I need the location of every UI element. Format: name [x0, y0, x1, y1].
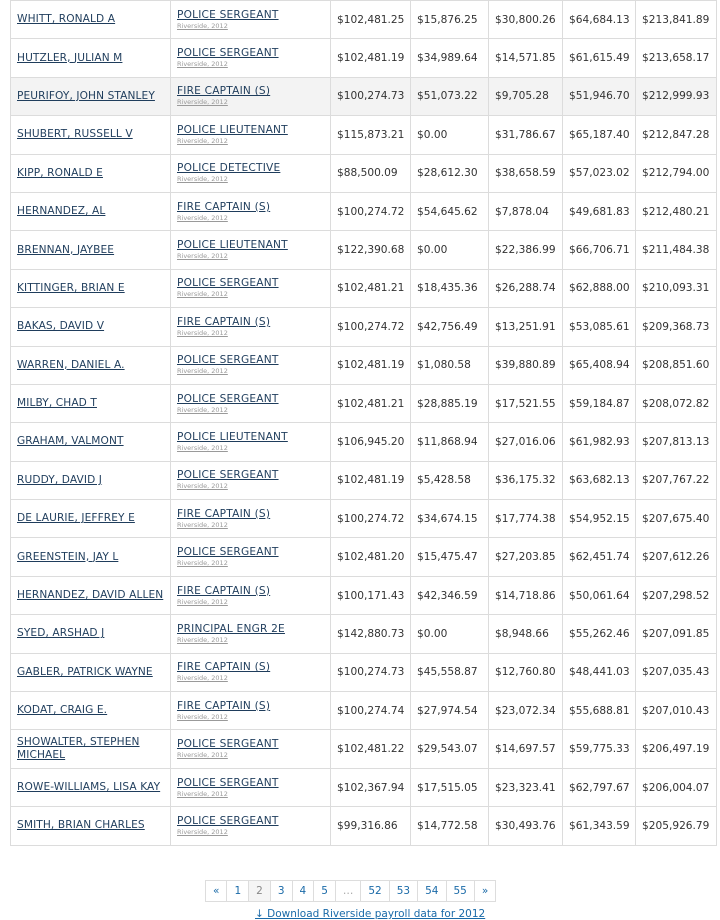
table-row — [11, 653, 717, 691]
pay-value-cell: $209,368.73 — [636, 308, 717, 346]
pay-value-cell: $100,274.73 — [331, 77, 411, 115]
pay-value-cell: $51,073.22 — [411, 77, 489, 115]
job-title-link[interactable]: FIRE CAPTAIN (S) — [177, 507, 271, 520]
pay-value-cell: $207,612.26 — [636, 538, 717, 576]
employee-name-cell — [11, 231, 171, 269]
pay-value-cell: $212,794.00 — [636, 154, 717, 192]
pagination-page-4[interactable]: 4 — [292, 880, 315, 902]
pay-value-cell: $5,428.58 — [411, 461, 489, 499]
job-title-cell — [171, 308, 331, 346]
pay-value-cell: $100,274.73 — [331, 653, 411, 691]
employee-name-link[interactable]: WHITT, RONALD A — [17, 13, 116, 26]
pay-value-cell: $34,674.15 — [411, 500, 489, 538]
pay-value-cell: $212,999.93 — [636, 77, 717, 115]
pay-value-cell: $29,543.07 — [411, 730, 489, 768]
job-title-link[interactable]: POLICE SERGEANT — [177, 546, 279, 559]
agency-year-link[interactable]: Riverside, 2012 — [177, 635, 228, 644]
agency-year-link[interactable]: Riverside, 2012 — [177, 136, 228, 145]
payroll-table — [10, 0, 717, 846]
job-title-cell — [171, 807, 331, 845]
pay-value-cell: $207,675.40 — [636, 500, 717, 538]
employee-name-cell — [11, 116, 171, 154]
agency-year-link[interactable]: Riverside, 2012 — [177, 559, 228, 568]
pay-value-cell: $99,316.86 — [331, 807, 411, 845]
employee-name-link[interactable]: GABLER, PATRICK WAYNE — [17, 665, 153, 678]
employee-name-link[interactable]: MILBY, CHAD T — [17, 397, 97, 410]
job-title-cell — [171, 576, 331, 614]
pay-value-cell: $102,481.19 — [331, 39, 411, 77]
table-row — [11, 231, 717, 269]
pay-value-cell: $212,480.21 — [636, 192, 717, 230]
pay-value-cell: $9,705.28 — [489, 77, 563, 115]
payroll-table-container — [10, 0, 716, 846]
job-title-cell — [171, 653, 331, 691]
employee-name-link[interactable]: SYED, ARSHAD J — [17, 627, 105, 640]
job-title-cell — [171, 1, 331, 39]
table-row — [11, 154, 717, 192]
pay-value-cell: $31,786.67 — [489, 116, 563, 154]
pay-value-cell: $59,775.33 — [563, 730, 636, 768]
pay-value-cell: $17,515.05 — [411, 768, 489, 806]
pay-value-cell: $17,521.55 — [489, 384, 563, 422]
pay-value-cell: $206,497.19 — [636, 730, 717, 768]
job-title-cell — [171, 384, 331, 422]
table-row — [11, 269, 717, 307]
job-title-cell — [171, 615, 331, 653]
pay-value-cell: $88,500.09 — [331, 154, 411, 192]
pay-value-cell: $27,203.85 — [489, 538, 563, 576]
job-title-link[interactable]: POLICE SERGEANT — [177, 738, 279, 751]
job-title-link[interactable]: FIRE CAPTAIN (S) — [177, 200, 271, 213]
job-title-cell — [171, 77, 331, 115]
job-title-cell — [171, 154, 331, 192]
employee-name-cell — [11, 807, 171, 845]
agency-year-link[interactable]: Riverside, 2012 — [177, 367, 228, 376]
table-row — [11, 807, 717, 845]
job-title-cell — [171, 692, 331, 730]
job-title-link[interactable]: POLICE LIEUTENANT — [177, 123, 288, 136]
pay-value-cell: $213,658.17 — [636, 39, 717, 77]
job-title-link[interactable]: POLICE SERGEANT — [177, 469, 279, 482]
pay-value-cell: $61,615.49 — [563, 39, 636, 77]
pay-value-cell: $64,684.13 — [563, 1, 636, 39]
employee-name-link[interactable]: PEURIFOY, JOHN STANLEY — [17, 89, 155, 102]
job-title-link[interactable]: POLICE SERGEANT — [177, 8, 279, 21]
pay-value-cell: $210,093.31 — [636, 269, 717, 307]
employee-name-link[interactable]: HERNANDEZ, DAVID ALLEN — [17, 589, 164, 602]
table-row — [11, 576, 717, 614]
pay-value-cell: $28,885.19 — [411, 384, 489, 422]
job-title-link[interactable]: POLICE SERGEANT — [177, 392, 279, 405]
pay-value-cell: $207,813.13 — [636, 423, 717, 461]
pay-value-cell: $51,946.70 — [563, 77, 636, 115]
employee-name-cell — [11, 692, 171, 730]
job-title-link[interactable]: PRINCIPAL ENGR 2E — [177, 622, 285, 635]
pay-value-cell: $106,945.20 — [331, 423, 411, 461]
table-row — [11, 116, 717, 154]
pay-value-cell: $62,888.00 — [563, 269, 636, 307]
agency-year-link[interactable]: Riverside, 2012 — [177, 520, 228, 529]
employee-name-cell — [11, 461, 171, 499]
pay-value-cell: $100,274.74 — [331, 692, 411, 730]
pay-value-cell: $55,262.46 — [563, 615, 636, 653]
pagination-prev-button[interactable]: « — [205, 880, 227, 902]
employee-name-cell — [11, 730, 171, 768]
pay-value-cell: $13,251.91 — [489, 308, 563, 346]
pay-value-cell: $102,481.19 — [331, 346, 411, 384]
pay-value-cell: $7,878.04 — [489, 192, 563, 230]
pay-value-cell: $207,035.43 — [636, 653, 717, 691]
pay-value-cell: $61,982.93 — [563, 423, 636, 461]
pay-value-cell: $22,386.99 — [489, 231, 563, 269]
job-title-cell — [171, 500, 331, 538]
pay-value-cell: $65,187.40 — [563, 116, 636, 154]
table-row — [11, 500, 717, 538]
pay-value-cell: $45,558.87 — [411, 653, 489, 691]
agency-year-link[interactable]: Riverside, 2012 — [177, 175, 228, 184]
job-title-link[interactable]: POLICE LIEUTENANT — [177, 239, 288, 252]
table-row — [11, 308, 717, 346]
pay-value-cell: $100,274.72 — [331, 192, 411, 230]
pay-value-cell: $102,481.22 — [331, 730, 411, 768]
table-row — [11, 346, 717, 384]
agency-year-link[interactable]: Riverside, 2012 — [177, 751, 228, 760]
job-title-link[interactable]: POLICE SERGEANT — [177, 354, 279, 367]
pagination-ellipsis: … — [335, 880, 362, 902]
pay-value-cell: $213,841.89 — [636, 1, 717, 39]
pay-value-cell: $14,697.57 — [489, 730, 563, 768]
employee-name-cell — [11, 77, 171, 115]
pay-value-cell: $11,868.94 — [411, 423, 489, 461]
employee-name-cell — [11, 768, 171, 806]
employee-name-cell — [11, 538, 171, 576]
job-title-link[interactable]: FIRE CAPTAIN (S) — [177, 584, 271, 597]
pay-value-cell: $23,072.34 — [489, 692, 563, 730]
pay-value-cell: $1,080.58 — [411, 346, 489, 384]
employee-name-link[interactable]: WARREN, DANIEL A. — [17, 358, 125, 371]
employee-name-cell — [11, 384, 171, 422]
pagination-page-1[interactable]: 1 — [226, 880, 249, 902]
job-title-link[interactable]: FIRE CAPTAIN (S) — [177, 85, 271, 98]
employee-name-link[interactable]: KITTINGER, BRIAN E — [17, 281, 125, 294]
employee-name-cell — [11, 653, 171, 691]
employee-name-link[interactable]: HERNANDEZ, AL — [17, 205, 106, 218]
employee-name-link[interactable]: HUTZLER, JULIAN M — [17, 51, 123, 64]
job-title-cell — [171, 231, 331, 269]
pay-value-cell: $142,880.73 — [331, 615, 411, 653]
table-row — [11, 39, 717, 77]
job-title-cell — [171, 39, 331, 77]
employee-name-cell — [11, 423, 171, 461]
employee-name-link[interactable]: GRAHAM, VALMONT — [17, 435, 124, 448]
employee-name-link[interactable]: KODAT, CRAIG E. — [17, 704, 108, 717]
pay-value-cell: $102,481.21 — [331, 384, 411, 422]
pay-value-cell: $61,343.59 — [563, 807, 636, 845]
pagination-page-2[interactable]: 2 — [248, 880, 271, 902]
pay-value-cell: $18,435.36 — [411, 269, 489, 307]
table-row — [11, 730, 717, 768]
pay-value-cell: $100,274.72 — [331, 308, 411, 346]
employee-name-cell — [11, 269, 171, 307]
pagination — [206, 880, 496, 902]
job-title-link[interactable]: FIRE CAPTAIN (S) — [177, 699, 271, 712]
agency-year-link[interactable]: Riverside, 2012 — [177, 252, 228, 261]
pay-value-cell: $102,481.25 — [331, 1, 411, 39]
pay-value-cell: $15,475.47 — [411, 538, 489, 576]
pay-value-cell: $14,772.58 — [411, 807, 489, 845]
table-row — [11, 192, 717, 230]
job-title-link[interactable]: FIRE CAPTAIN (S) — [177, 315, 271, 328]
employee-name-link[interactable]: KIPP, RONALD E — [17, 166, 103, 179]
pay-value-cell: $15,876.25 — [411, 1, 489, 39]
agency-year-link[interactable]: Riverside, 2012 — [177, 482, 228, 491]
job-title-cell — [171, 461, 331, 499]
pagination-page-55[interactable]: 55 — [446, 880, 475, 902]
pay-value-cell: $206,004.07 — [636, 768, 717, 806]
table-row — [11, 384, 717, 422]
employee-name-link[interactable]: BAKAS, DAVID V — [17, 320, 105, 333]
pay-value-cell: $0.00 — [411, 116, 489, 154]
pay-value-cell: $12,760.80 — [489, 653, 563, 691]
job-title-link[interactable]: POLICE SERGEANT — [177, 776, 279, 789]
employee-name-link[interactable]: GREENSTEIN, JAY L — [17, 550, 119, 563]
pay-value-cell: $34,989.64 — [411, 39, 489, 77]
employee-name-cell — [11, 308, 171, 346]
agency-year-link[interactable]: Riverside, 2012 — [177, 674, 228, 683]
job-title-cell — [171, 730, 331, 768]
pagination-page-53[interactable]: 53 — [389, 880, 418, 902]
employee-name-link[interactable]: RUDDY, DAVID J — [17, 473, 103, 486]
pay-value-cell: $63,682.13 — [563, 461, 636, 499]
pay-value-cell: $55,688.81 — [563, 692, 636, 730]
pay-value-cell: $54,645.62 — [411, 192, 489, 230]
employee-name-link[interactable]: BRENNAN, JAYBEE — [17, 243, 115, 256]
pay-value-cell: $62,451.74 — [563, 538, 636, 576]
download-data-link[interactable]: ↓ Download Riverside payroll data for 2012 — [255, 908, 486, 920]
employee-name-cell — [11, 576, 171, 614]
pay-value-cell: $26,288.74 — [489, 269, 563, 307]
agency-year-link[interactable]: Riverside, 2012 — [177, 405, 228, 414]
table-row — [11, 692, 717, 730]
employee-name-cell — [11, 615, 171, 653]
pagination-page-52[interactable]: 52 — [360, 880, 389, 902]
pay-value-cell: $0.00 — [411, 615, 489, 653]
pay-value-cell: $207,298.52 — [636, 576, 717, 614]
pay-value-cell: $212,847.28 — [636, 116, 717, 154]
job-title-link[interactable]: POLICE DETECTIVE — [177, 162, 281, 175]
pay-value-cell: $8,948.66 — [489, 615, 563, 653]
pay-value-cell: $65,408.94 — [563, 346, 636, 384]
table-row — [11, 423, 717, 461]
agency-year-link[interactable]: Riverside, 2012 — [177, 21, 228, 30]
pay-value-cell: $208,072.82 — [636, 384, 717, 422]
pay-value-cell: $100,171.43 — [331, 576, 411, 614]
job-title-link[interactable]: POLICE LIEUTENANT — [177, 430, 288, 443]
pay-value-cell: $122,390.68 — [331, 231, 411, 269]
job-title-link[interactable]: POLICE SERGEANT — [177, 277, 279, 290]
pay-value-cell: $39,880.89 — [489, 346, 563, 384]
agency-year-link[interactable]: Riverside, 2012 — [177, 60, 228, 69]
pagination-page-5[interactable]: 5 — [313, 880, 336, 902]
agency-year-link[interactable]: Riverside, 2012 — [177, 328, 228, 337]
pay-value-cell: $102,481.19 — [331, 461, 411, 499]
employee-name-cell — [11, 39, 171, 77]
agency-year-link[interactable]: Riverside, 2012 — [177, 597, 228, 606]
agency-year-link[interactable]: Riverside, 2012 — [177, 98, 228, 107]
pay-value-cell: $102,481.21 — [331, 269, 411, 307]
pay-value-cell: $17,774.38 — [489, 500, 563, 538]
pay-value-cell: $28,612.30 — [411, 154, 489, 192]
pay-value-cell: $27,016.06 — [489, 423, 563, 461]
agency-year-link[interactable]: Riverside, 2012 — [177, 290, 228, 299]
pay-value-cell: $115,873.21 — [331, 116, 411, 154]
table-row — [11, 768, 717, 806]
pay-value-cell: $102,481.20 — [331, 538, 411, 576]
pay-value-cell: $27,974.54 — [411, 692, 489, 730]
agency-year-link[interactable]: Riverside, 2012 — [177, 443, 228, 452]
job-title-link[interactable]: POLICE SERGEANT — [177, 814, 279, 827]
employee-name-cell — [11, 346, 171, 384]
pay-value-cell: $0.00 — [411, 231, 489, 269]
table-row — [11, 615, 717, 653]
pay-value-cell: $30,800.26 — [489, 1, 563, 39]
job-title-cell — [171, 538, 331, 576]
job-title-cell — [171, 269, 331, 307]
pay-value-cell: $42,346.59 — [411, 576, 489, 614]
pay-value-cell: $50,061.64 — [563, 576, 636, 614]
agency-year-link[interactable]: Riverside, 2012 — [177, 712, 228, 721]
employee-name-cell — [11, 154, 171, 192]
pay-value-cell: $23,323.41 — [489, 768, 563, 806]
pay-value-cell: $54,952.15 — [563, 500, 636, 538]
job-title-link[interactable]: POLICE SERGEANT — [177, 47, 279, 60]
employee-name-link[interactable]: SHOWALTER, STEPHEN MICHAEL — [17, 736, 140, 762]
pagination-next-button[interactable]: » — [474, 880, 496, 902]
table-row — [11, 77, 717, 115]
pay-value-cell: $53,085.61 — [563, 308, 636, 346]
pay-value-cell: $207,767.22 — [636, 461, 717, 499]
employee-name-cell — [11, 1, 171, 39]
employee-name-link[interactable]: SHUBERT, RUSSELL V — [17, 128, 133, 141]
pay-value-cell: $59,184.87 — [563, 384, 636, 422]
pay-value-cell: $14,718.86 — [489, 576, 563, 614]
pay-value-cell: $36,175.32 — [489, 461, 563, 499]
pay-value-cell: $14,571.85 — [489, 39, 563, 77]
employee-name-link[interactable]: DE LAURIE, JEFFREY E — [17, 512, 135, 525]
pay-value-cell: $38,658.59 — [489, 154, 563, 192]
job-title-cell — [171, 423, 331, 461]
pay-value-cell: $102,367.94 — [331, 768, 411, 806]
employee-name-cell — [11, 192, 171, 230]
pay-value-cell: $62,797.67 — [563, 768, 636, 806]
pay-value-cell: $57,023.02 — [563, 154, 636, 192]
pagination-pages — [227, 880, 474, 902]
pay-value-cell: $30,493.76 — [489, 807, 563, 845]
agency-year-link[interactable]: Riverside, 2012 — [177, 789, 228, 798]
employee-name-link[interactable]: SMITH, BRIAN CHARLES — [17, 819, 145, 832]
pay-value-cell: $211,484.38 — [636, 231, 717, 269]
pay-value-cell: $66,706.71 — [563, 231, 636, 269]
pagination-page-3[interactable]: 3 — [270, 880, 293, 902]
table-row — [11, 1, 717, 39]
employee-name-link[interactable]: ROWE-WILLIAMS, LISA KAY — [17, 781, 161, 793]
pay-value-cell: $205,926.79 — [636, 807, 717, 845]
table-row — [11, 461, 717, 499]
job-title-cell — [171, 192, 331, 230]
pagination-page-54[interactable]: 54 — [417, 880, 446, 902]
pay-value-cell: $208,851.60 — [636, 346, 717, 384]
job-title-cell — [171, 346, 331, 384]
pay-value-cell: $100,274.72 — [331, 500, 411, 538]
table-row — [11, 538, 717, 576]
pay-value-cell: $49,681.83 — [563, 192, 636, 230]
pay-value-cell: $42,756.49 — [411, 308, 489, 346]
payroll-table-body — [11, 1, 717, 846]
employee-name-cell — [11, 500, 171, 538]
agency-year-link[interactable]: Riverside, 2012 — [177, 213, 228, 222]
pay-value-cell: $207,010.43 — [636, 692, 717, 730]
agency-year-link[interactable]: Riverside, 2012 — [177, 827, 228, 836]
pay-value-cell: $48,441.03 — [563, 653, 636, 691]
job-title-cell — [171, 116, 331, 154]
job-title-link[interactable]: FIRE CAPTAIN (S) — [177, 661, 271, 674]
pay-value-cell: $207,091.85 — [636, 615, 717, 653]
job-title-cell — [171, 768, 331, 806]
